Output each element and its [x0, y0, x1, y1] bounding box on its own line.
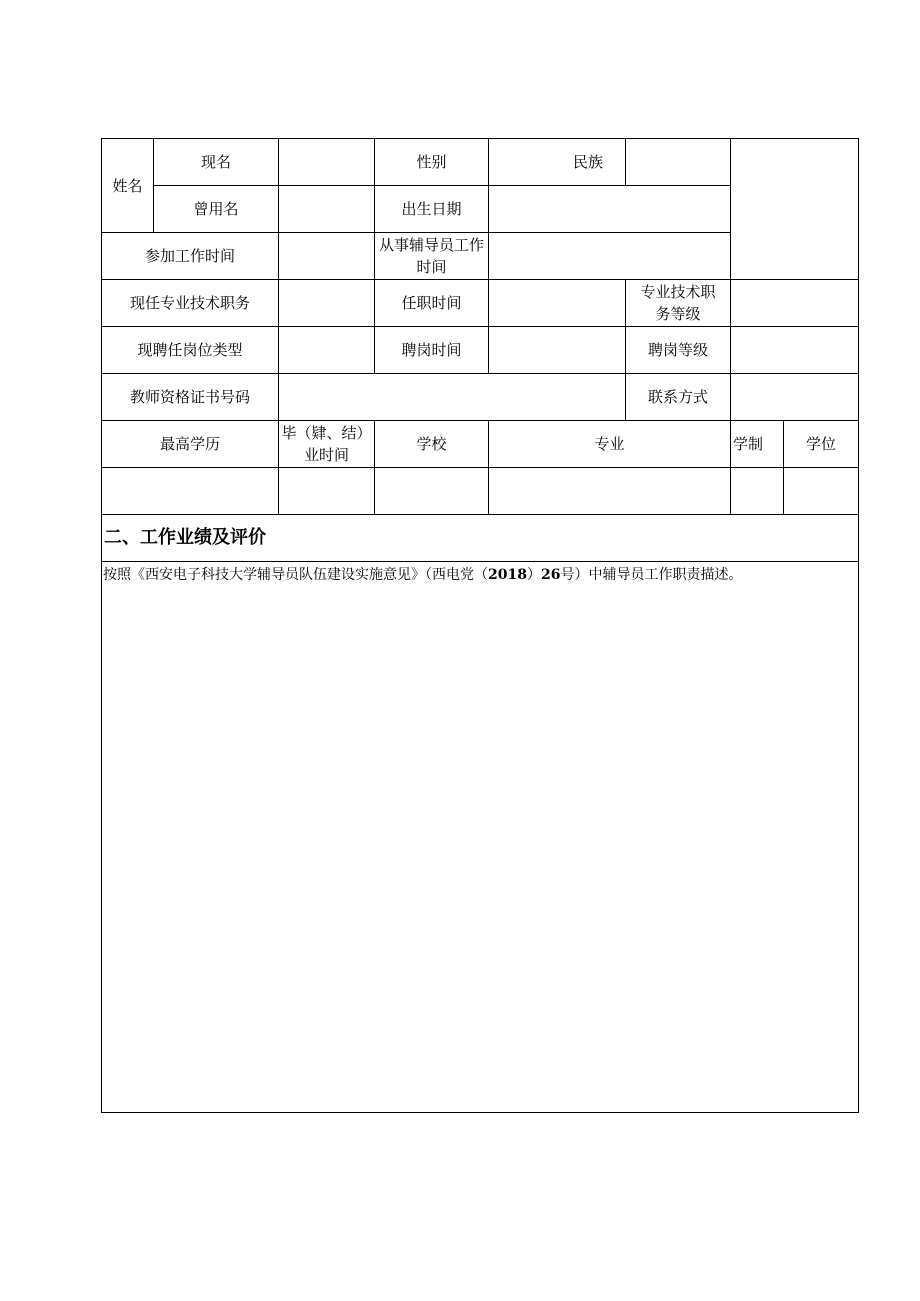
counselor-work-label [375, 233, 489, 280]
degree-field[interactable] [784, 468, 859, 515]
section2-title: 二、工作业绩及评价 [102, 515, 859, 562]
grad-time-label-line1: 毕（肄、结） [281, 424, 372, 442]
desc-number: 26 [540, 567, 561, 583]
major-label: 专业 [489, 421, 731, 468]
title-grade-label [626, 280, 731, 327]
current-name-field[interactable] [279, 139, 375, 186]
title-grade-label-line2: 务等级 [655, 305, 701, 323]
work-start-field[interactable] [279, 233, 375, 280]
post-time-label: 聘岗时间 [375, 327, 489, 374]
current-name-label: 现名 [154, 139, 279, 186]
post-grade-field[interactable] [731, 327, 859, 374]
title-field[interactable] [279, 280, 375, 327]
appointment-time-field[interactable] [489, 280, 626, 327]
title-label: 现任专业技术职务 [102, 280, 279, 327]
info-form-table [101, 138, 859, 1113]
counselor-work-label-line1: 从事辅导员工作 [378, 236, 484, 254]
section2-description[interactable] [102, 562, 859, 1113]
desc-text-after: 号）中辅导员工作职责描述。 [560, 567, 743, 583]
name-label: 姓名 [102, 139, 154, 233]
title-grade-label-line1: 专业技术职 [640, 283, 716, 301]
post-type-field[interactable] [279, 327, 375, 374]
photo-cell[interactable] [731, 139, 859, 280]
work-start-label: 参加工作时间 [102, 233, 279, 280]
grad-time-label-line2: 业时间 [303, 446, 349, 464]
gender-label: 性别 [375, 139, 489, 186]
ethnicity-field[interactable] [626, 139, 731, 186]
post-type-label: 现聘任岗位类型 [102, 327, 279, 374]
desc-text-before: 按照《西安电子科技大学辅导员队伍建设实施意见》（西电党（ [103, 567, 488, 583]
school-field[interactable] [375, 468, 489, 515]
post-grade-label: 聘岗等级 [626, 327, 731, 374]
grad-time-field[interactable] [279, 468, 375, 515]
length-label: 学制 [731, 421, 784, 468]
edu-field[interactable] [102, 468, 279, 515]
degree-label: 学位 [784, 421, 859, 468]
major-field[interactable] [489, 468, 731, 515]
edu-label: 最高学历 [102, 421, 279, 468]
birth-date-field[interactable] [489, 186, 731, 233]
birth-date-label: 出生日期 [375, 186, 489, 233]
post-time-field[interactable] [489, 327, 626, 374]
ethnicity-label: 民族 [489, 139, 626, 186]
contact-field[interactable] [731, 374, 859, 421]
counselor-work-label-line2: 时间 [416, 258, 447, 276]
appointment-time-label: 任职时间 [375, 280, 489, 327]
cert-label: 教师资格证书号码 [102, 374, 279, 421]
former-name-label: 曾用名 [154, 186, 279, 233]
cert-field[interactable] [279, 374, 626, 421]
title-grade-field[interactable] [731, 280, 859, 327]
grad-time-label [279, 421, 375, 468]
desc-text-mid: ） [526, 567, 541, 583]
desc-year: 2018 [488, 567, 527, 583]
contact-label: 联系方式 [626, 374, 731, 421]
school-label: 学校 [375, 421, 489, 468]
former-name-field[interactable] [279, 186, 375, 233]
counselor-work-field[interactable] [489, 233, 731, 280]
length-field[interactable] [731, 468, 784, 515]
